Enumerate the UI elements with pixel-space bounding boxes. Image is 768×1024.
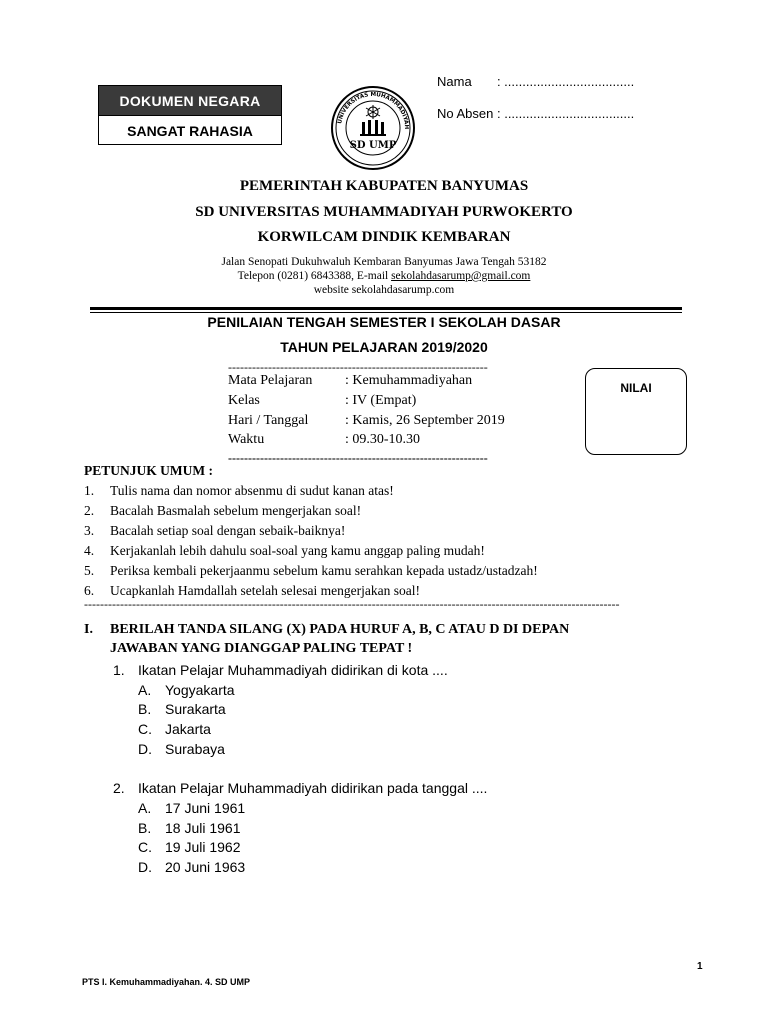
option-text: Surakarta (165, 701, 226, 717)
stamp-line-sangat-rahasia: SANGAT RAHASIA (99, 115, 281, 145)
option-letter[interactable]: D. (138, 859, 152, 875)
question-number: 2. (113, 780, 125, 796)
school-contact (0, 270, 768, 282)
info-value-time: : 09.30-10.30 (345, 432, 421, 447)
option-letter[interactable]: D. (138, 741, 152, 757)
nama-field[interactable]: Nama : .................................... (437, 74, 635, 89)
option-letter[interactable]: B. (138, 701, 152, 717)
logo-text: SD UMP (349, 140, 397, 151)
stamp-line-dokumen-negara: DOKUMEN NEGARA (99, 86, 281, 115)
instruction-item: 4. Kerjakanlah lebih dahulu soal-soal yang kamu anggap paling mudah! (84, 543, 485, 558)
option-letter[interactable]: C. (138, 721, 152, 737)
info-dashes-top: ----------------------------------------------------------------- (228, 360, 488, 374)
section-instruction-line2: JAWABAN YANG DIANGGAP PALING TEPAT ! (110, 641, 413, 656)
question-text: Ikatan Pelajar Muhammadiyah didirikan di kota .... (138, 662, 448, 678)
exam-title: PENILAIAN TENGAH SEMESTER I SEKOLAH DASAR (207, 314, 561, 330)
info-value-subject: : Kemuhammadiyahan (345, 373, 473, 388)
school-email-link[interactable]: sekolahdasarump@gmail.com (391, 270, 531, 282)
contact-phone: Telepon (0281) 6843388, E-mail (237, 270, 392, 282)
instruction-item: 1. Tulis nama dan nomor absenmu di sudut kanan atas! (84, 483, 394, 498)
school-logo (330, 85, 416, 171)
classification-stamp (98, 85, 282, 145)
option-text: 19 Juli 1962 (165, 839, 241, 855)
nilai-label: NILAI (620, 381, 652, 395)
page-footer: PTS I. Kemuhammadiyahan. 4. SD UMP (82, 977, 251, 987)
school-website: website sekolahdasarump.com (313, 284, 455, 296)
section-number: I. (84, 622, 93, 637)
info-value-class: : IV (Empat) (345, 393, 417, 408)
option-text: Yogyakarta (165, 682, 235, 698)
info-label-time: Waktu (228, 432, 265, 447)
header-government: PEMERINTAH KABUPATEN BANYUMAS (239, 178, 529, 194)
option-text: 20 Juni 1963 (165, 859, 246, 875)
header-korwilcam: KORWILCAM DINDIK KEMBARAN (257, 229, 511, 245)
option-letter[interactable]: A. (138, 800, 152, 816)
no-absen-field[interactable]: No Absen : .................................... (437, 106, 635, 121)
section-instruction-line1: BERILAH TANDA SILANG (X) PADA HURUF A, B, C ATAU D DI DEPAN (110, 622, 570, 637)
instructions-heading: PETUNJUK UMUM : (84, 463, 213, 478)
logo-ring-text: UNIVERSITAS MUHAMMADIYAH (337, 91, 410, 130)
instruction-item: 2. Bacalah Basmalah sebelum mengerjakan soal! (84, 503, 362, 518)
header-rule-thick (90, 307, 682, 310)
page-number: 1 (697, 961, 703, 972)
info-label-class: Kelas (228, 393, 260, 408)
header-rule-thin (90, 312, 682, 313)
instructions-separator: -------------------------------------------------------------------------------------------------------------------------------------- (84, 597, 620, 611)
info-label-date: Hari / Tanggal (228, 413, 309, 428)
instruction-item: 3. Bacalah setiap soal dengan sebaik-baiknya! (84, 523, 346, 538)
instruction-item: 5. Periksa kembali pekerjaanmu sebelum kamu serahkan kepada ustadz/ustadzah! (84, 563, 538, 578)
option-text: 18 Juli 1961 (165, 820, 241, 836)
option-letter[interactable]: B. (138, 820, 152, 836)
school-address: Jalan Senopati Dukuhwaluh Kembaran Banyumas Jawa Tengah 53182 (221, 256, 547, 268)
question-number: 1. (113, 662, 125, 678)
option-text: Surabaya (165, 741, 225, 757)
info-dashes-bottom: ----------------------------------------------------------------- (228, 451, 488, 465)
instruction-item: 6. Ucapkanlah Hamdallah setelah selesai mengerjakan soal! (84, 583, 420, 598)
info-value-date: : Kamis, 26 September 2019 (345, 413, 505, 428)
exam-year: TAHUN PELAJARAN 2019/2020 (280, 339, 488, 355)
option-letter[interactable]: A. (138, 682, 152, 698)
question-text: Ikatan Pelajar Muhammadiyah didirikan pada tanggal .... (138, 780, 488, 796)
nilai-box[interactable] (585, 368, 687, 455)
header-school-name: SD UNIVERSITAS MUHAMMADIYAH PURWOKERTO (195, 204, 573, 220)
option-text: Jakarta (165, 721, 211, 737)
option-text: 17 Juni 1961 (165, 800, 246, 816)
option-letter[interactable]: C. (138, 839, 152, 855)
info-label-subject: Mata Pelajaran (228, 373, 313, 388)
